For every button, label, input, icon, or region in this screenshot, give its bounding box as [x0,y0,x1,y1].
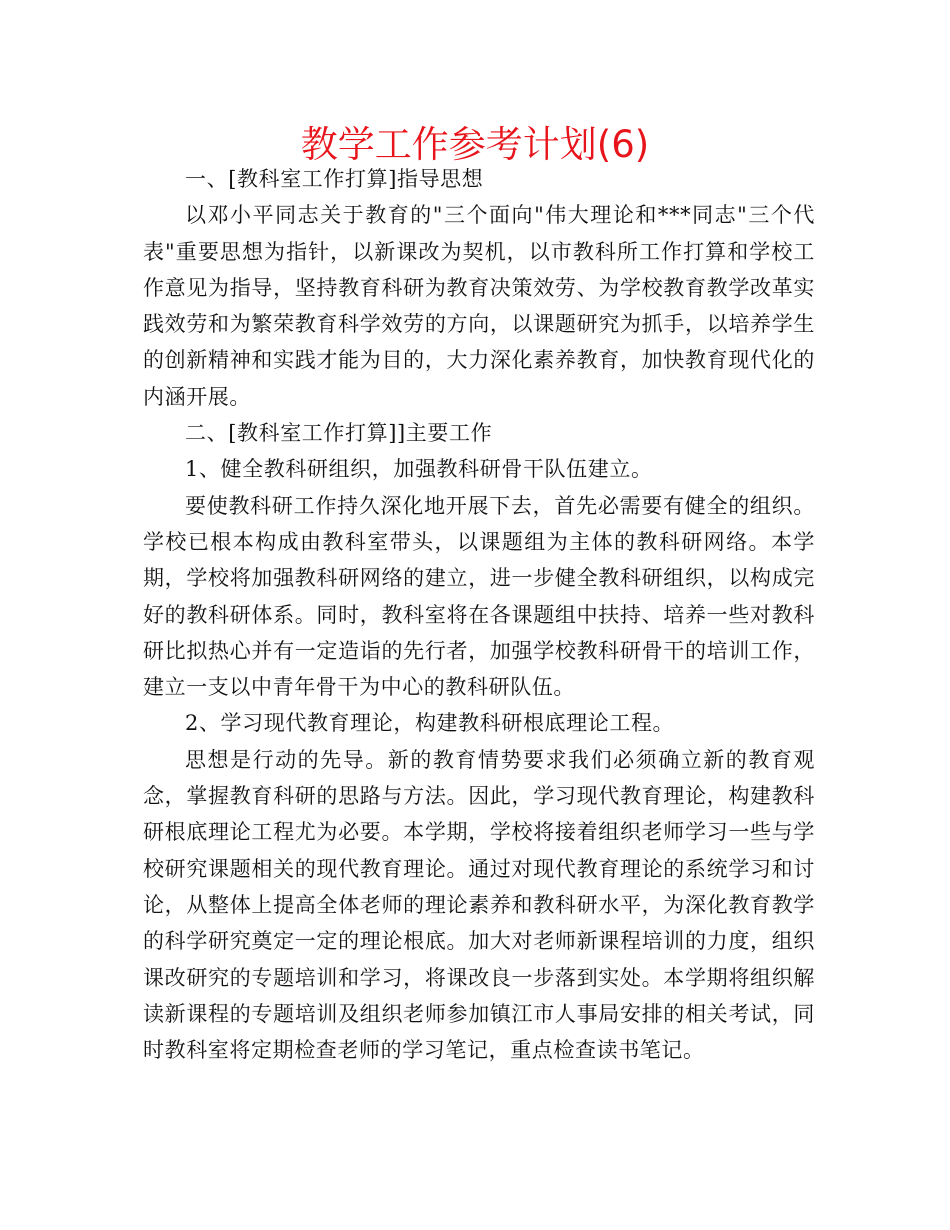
section-heading-main-work: 二、[教科室工作打算]]主要工作 [185,421,493,446]
subheading-item-2: 2、学习现代教育理论，构建教科研根底理论工程。 [185,711,675,736]
paragraph-item-2: 思想是行动的先导。新的教育情势要求我们必须确立新的教育观念，掌握教育科研的思路与方法。因此，学习现代教育理论，构建教科研根底理论工程尤为必要。本学期，学校将接着组织老师学习一些与学校研究课题相关的现代教育理论。通过对现代教育理论的系统学习和讨论，从整体上提高全体老师的理论素养和教科研水平，为深化教育教学的科学研究奠定一定的理论根底。加大对老师新课程培训的力度，组织课改研究的专题培训和学习，将课改良一步落到实处。本学期将组织解读新课程的专题培训及组织老师参加镇江市人事局安排的相关考试，同时教科室将定期检查老师的学习笔记，重点检查读书笔记。 [143,747,815,1063]
section-heading-guiding-thought: 一、[教科室工作打算]指导思想 [185,167,484,191]
document-body [143,161,815,1068]
paragraph-item-1: 要使教科研工作持久深化地开展下去，首先必需要有健全的组织。学校已根本构成由教科室带头，以课题组为主体的教科研网络。本学期，学校将加强教科研网络的建立，进一步健全教科研组织，以构成完好的教科研体系。同时，教科室将在各课题组中扶持、培养一些对教科研比拟热心并有一定造诣的先行者，加强学校教科研骨干的培训工作，建立一支以中青年骨干为中心的教科研队伍。 [143,493,815,700]
paragraph-guiding-thought: 以邓小平同志关于教育的"三个面向"伟大理论和***同志"三个代表"重要思想为指针，以新课改为契机，以市教科所工作打算和学校工作意见为指导，坚持教育科研为教育决策效劳、为学校教育教学改革实践效劳和为繁荣教育科学效劳的方向，以课题研究为抓手，以培养学生的创新精神和实践才能为目的，大力深化素养教育，加快教育现代化的内涵开展。 [143,203,815,409]
document-title: 教学工作参考计划(6) [300,123,650,166]
subheading-item-1: 1、健全教科研组织，加强教科研骨干队伍建立。 [185,457,653,482]
